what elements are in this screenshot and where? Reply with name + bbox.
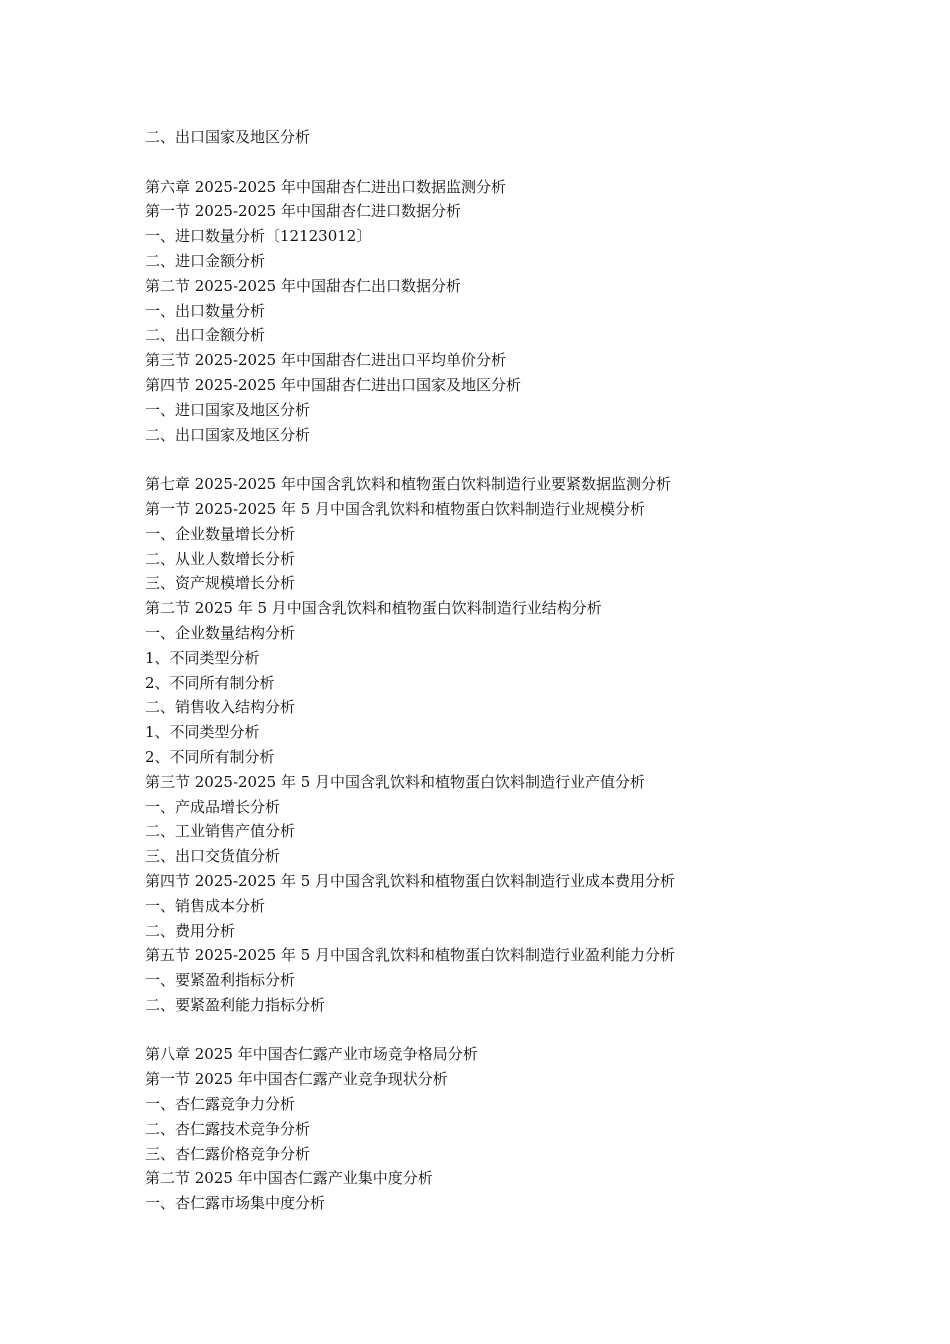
toc-line: 第六章 2025-2025 年中国甜杏仁进出口数据监测分析: [145, 177, 506, 196]
toc-line: 第四节 2025-2025 年 5 月中国含乳饮料和植物蛋白饮料制造行业成本费用分析: [145, 871, 676, 890]
toc-line: 一、进口数量分析〔12123012〕: [145, 227, 372, 246]
toc-line: 一、出口数量分析: [145, 301, 266, 320]
toc-line: 第一节 2025-2025 年 5 月中国含乳饮料和植物蛋白饮料制造行业规模分析: [145, 499, 646, 518]
toc-line: 一、要紧盈利指标分析: [145, 971, 296, 990]
toc-line: 二、进口金额分析: [145, 251, 266, 270]
toc-line: 2、不同所有制分析: [145, 673, 275, 692]
toc-line: 二、出口国家及地区分析: [145, 425, 311, 444]
toc-line: 三、杏仁露价格竞争分析: [145, 1144, 311, 1163]
toc-line: 第一节 2025-2025 年中国甜杏仁进口数据分析: [145, 202, 461, 221]
toc-line: 2、不同所有制分析: [145, 747, 275, 766]
toc-line: 二、要紧盈利能力指标分析: [145, 995, 326, 1014]
document-body: [145, 125, 905, 1216]
toc-line: 第一节 2025 年中国杏仁露产业竞争现状分析: [145, 1070, 448, 1089]
toc-line: 三、资产规模增长分析: [145, 574, 296, 593]
toc-line: 第七章 2025-2025 年中国含乳饮料和植物蛋白饮料制造行业要紧数据监测分析: [145, 475, 671, 494]
toc-line: 二、从业人数增长分析: [145, 549, 296, 568]
toc-line: 三、出口交货值分析: [145, 847, 281, 866]
toc-line: 1、不同类型分析: [145, 723, 260, 742]
toc-line: 1、不同类型分析: [145, 648, 260, 667]
toc-line: 一、产成品增长分析: [145, 797, 281, 816]
toc-line: 第五节 2025-2025 年 5 月中国含乳饮料和植物蛋白饮料制造行业盈利能力分析: [145, 946, 676, 965]
toc-line: 第二节 2025 年 5 月中国含乳饮料和植物蛋白饮料制造行业结构分析: [145, 599, 602, 618]
toc-line: 二、出口金额分析: [145, 326, 266, 345]
toc-line: 第三节 2025-2025 年 5 月中国含乳饮料和植物蛋白饮料制造行业产值分析: [145, 772, 646, 791]
toc-line: 二、出口国家及地区分析: [145, 128, 311, 146]
toc-line: 第二节 2025 年中国杏仁露产业集中度分析: [145, 1169, 433, 1188]
toc-line: 第三节 2025-2025 年中国甜杏仁进出口平均单价分析: [145, 351, 506, 370]
toc-line: 一、杏仁露市场集中度分析: [145, 1194, 326, 1213]
toc-line: 一、杏仁露竞争力分析: [145, 1095, 296, 1114]
toc-line: 一、企业数量增长分析: [145, 524, 296, 543]
toc-line: 第八章 2025 年中国杏仁露产业市场竞争格局分析: [145, 1045, 478, 1064]
blank-line: [145, 1018, 905, 1043]
toc-line: 第四节 2025-2025 年中国甜杏仁进出口国家及地区分析: [145, 375, 521, 394]
toc-line: 二、费用分析: [145, 921, 236, 940]
blank-line: [145, 150, 905, 175]
toc-line: 第二节 2025-2025 年中国甜杏仁出口数据分析: [145, 276, 461, 295]
blank-line: [145, 447, 905, 472]
toc-line: 二、杏仁露技术竞争分析: [145, 1119, 311, 1138]
toc-line: 一、销售成本分析: [145, 896, 266, 915]
toc-line: 一、企业数量结构分析: [145, 623, 296, 642]
toc-line: 二、销售收入结构分析: [145, 698, 296, 717]
toc-line: 二、工业销售产值分析: [145, 822, 296, 841]
toc-line: 一、进口国家及地区分析: [145, 400, 311, 419]
